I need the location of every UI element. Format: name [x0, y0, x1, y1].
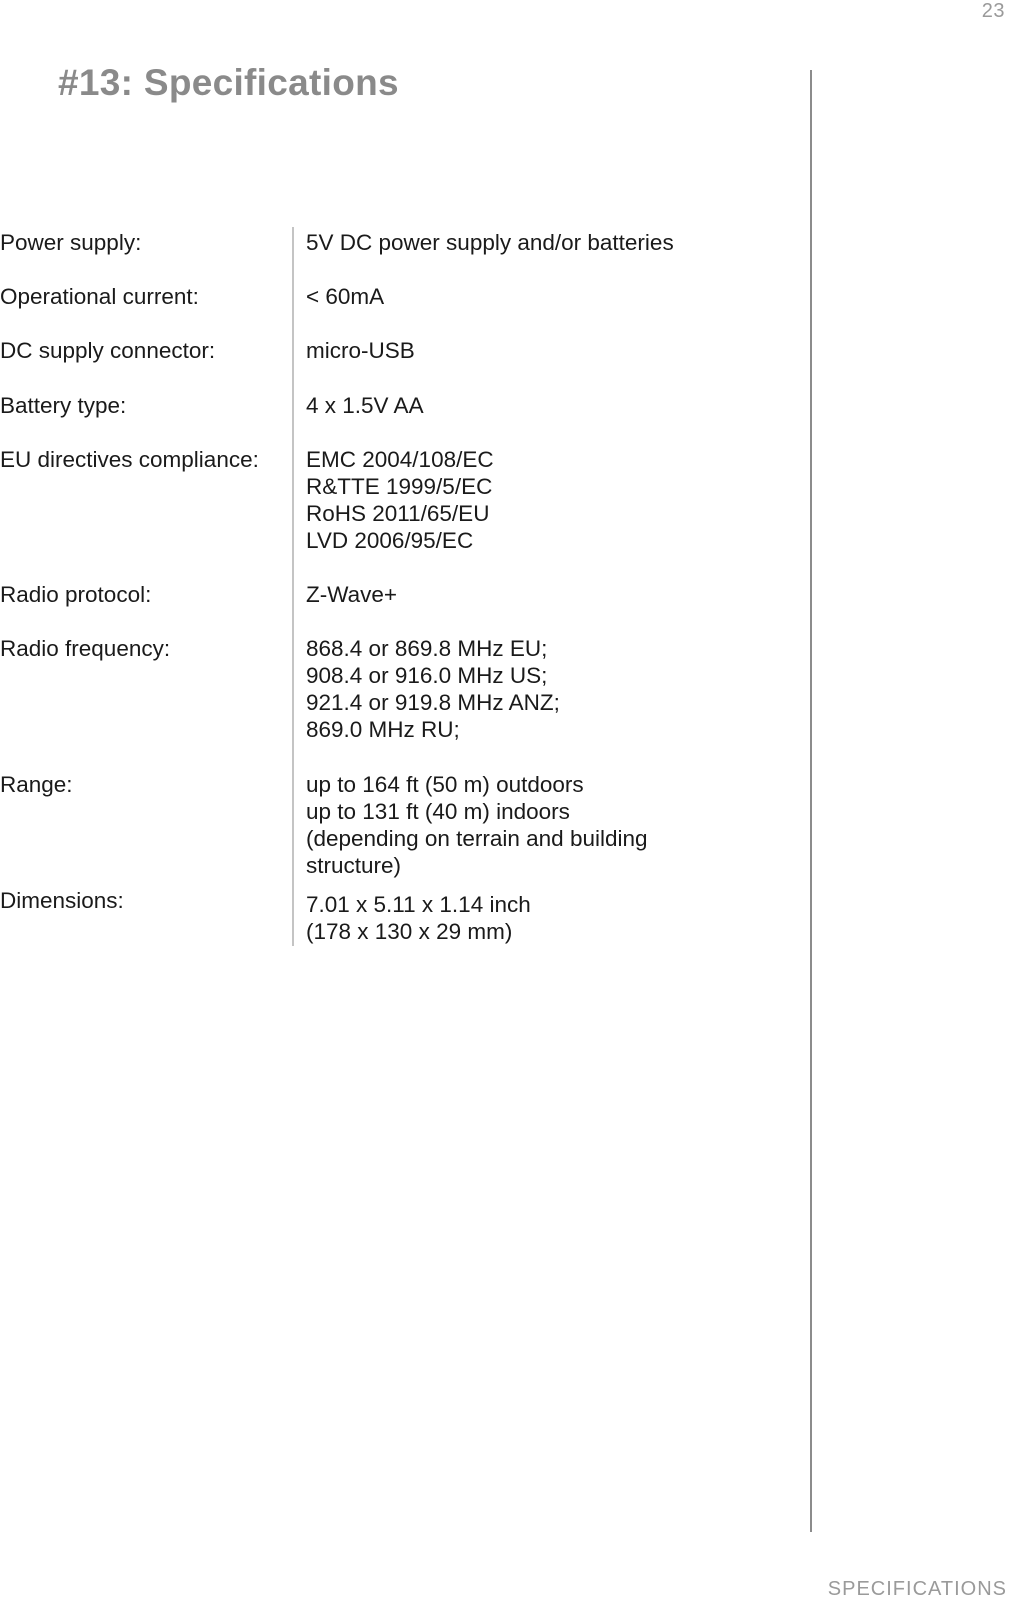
spec-column-divider: [292, 227, 294, 946]
spec-value: [306, 337, 726, 364]
spec-value: [306, 392, 726, 419]
spec-value-line: structure): [306, 853, 402, 878]
spec-label: Radio protocol:: [0, 582, 152, 607]
spec-label: EU directives compliance:: [0, 447, 259, 472]
spec-value-line: 5V DC power supply and/or batteries: [306, 230, 674, 255]
spec-value-line: LVD 2006/95/EC: [306, 528, 474, 553]
spec-value: [306, 891, 726, 945]
spec-value-line: micro-USB: [306, 338, 415, 363]
spec-value-line: Z-Wave+: [306, 582, 398, 607]
spec-value-line: up to 131 ft (40 m) indoors: [306, 799, 570, 824]
spec-value: [306, 635, 726, 743]
spec-value: [306, 229, 726, 256]
spec-value-line: (depending on terrain and building: [306, 826, 648, 851]
spec-label: DC supply connector:: [0, 338, 216, 363]
spec-value-line: 7.01 x 5.11 x 1.14 inch: [306, 892, 531, 917]
spec-value-line: R&TTE 1999/5/EC: [306, 474, 493, 499]
spec-label: Range:: [0, 772, 73, 797]
spec-label: Battery type:: [0, 393, 127, 418]
spec-label: Radio frequency:: [0, 636, 171, 661]
spec-value-line: 908.4 or 916.0 MHz US;: [306, 663, 548, 688]
spec-value-line: up to 164 ft (50 m) outdoors: [306, 772, 584, 797]
section-footer: SPECIFICATIONS: [827, 1578, 1007, 1600]
spec-value-line: EMC 2004/108/EC: [306, 447, 494, 472]
spec-value-line: 4 x 1.5V AA: [306, 393, 424, 418]
spec-label: Dimensions:: [0, 888, 124, 913]
spec-value-line: < 60mA: [306, 284, 385, 309]
spec-value: [306, 771, 726, 879]
spec-value: [306, 283, 726, 310]
spec-label: Power supply:: [0, 230, 142, 255]
spec-value-line: (178 x 130 x 29 mm): [306, 919, 513, 944]
page-title: #13: Specifications: [58, 62, 399, 103]
spec-value: [306, 581, 726, 608]
spec-value-line: 869.0 MHz RU;: [306, 717, 460, 742]
margin-rule: [810, 70, 812, 1532]
spec-value-line: RoHS 2011/65/EU: [306, 501, 490, 526]
spec-value-line: 921.4 or 919.8 MHz ANZ;: [306, 690, 560, 715]
spec-label: Operational current:: [0, 284, 199, 309]
spec-value: [306, 446, 726, 554]
spec-value-line: 868.4 or 869.8 MHz EU;: [306, 636, 548, 661]
page-number: 23: [981, 0, 1005, 22]
